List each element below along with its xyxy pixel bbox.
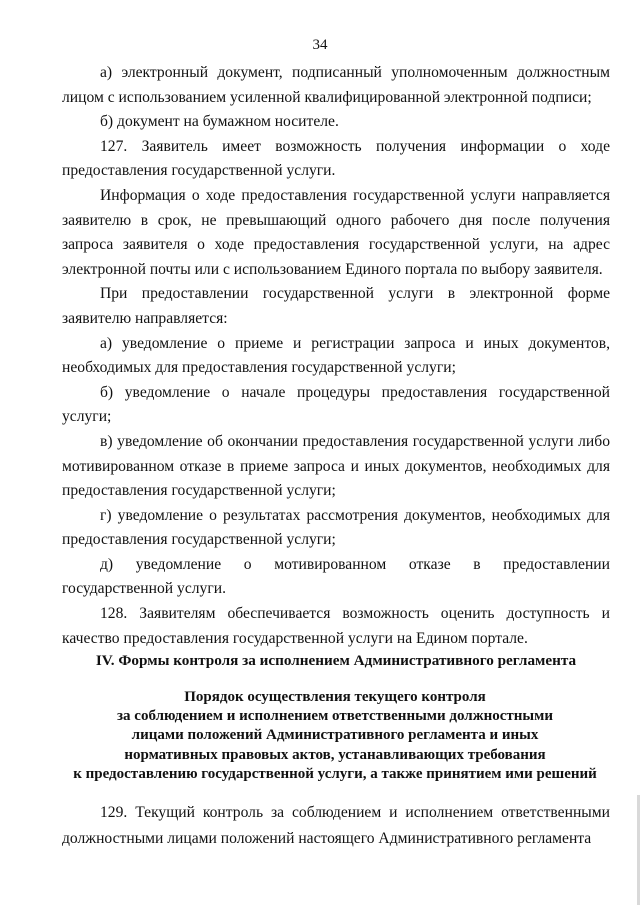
subheading-line: нормативных правовых актов, устанавливающих требования (124, 746, 546, 763)
paragraph-128: 128. Заявителям обеспечивается возможность оценить доступность и качество предоставления государственной услуги на Едином портале. (62, 605, 610, 647)
section-heading: IV. Формы контроля за исполнением Административного регламента (95, 652, 577, 669)
paragraph-127: 127. Заявитель имеет возможность получения информации о ходе предоставления государственной услуги. (62, 137, 610, 180)
paragraph-notice-c: в) уведомление об окончании предоставления государственной услуги либо мотивированном отказе в приеме запроса и иных документов, необходимых для предоставления государственной услуги; (62, 432, 610, 500)
section-subheading (40, 688, 630, 784)
paragraph-notice-e: д) уведомление о мотивированном отказе в предоставлении государственной услуги. (62, 555, 610, 598)
subheading-line: лицами положений Административного регламента и иных (131, 727, 539, 744)
body-text-bottom (62, 800, 610, 852)
subheading-line: Порядок осуществления текущего контроля (184, 689, 486, 705)
page-number: 34 (312, 37, 328, 53)
paragraph-notice-d: г) уведомление о результатах рассмотрения документов, необходимых для предоставления государственной услуги; (62, 506, 610, 549)
paragraph-b-paper-document: б) документ на бумажном носителе. (100, 113, 339, 131)
subheading-line: к предоставлению государственной услуги, а также принятием ими решений (73, 765, 597, 782)
paragraph-notice-b: б) уведомление о начале процедуры предоставления государственной услуги; (62, 383, 610, 426)
body-text (62, 61, 610, 651)
paragraph-notice-a: а) уведомление о приеме и регистрации запроса и иных документов, необходимых для предоставления государственной услуги; (62, 334, 610, 377)
paragraph-electronic-form-intro: При предоставлении государственной услуги в электронной форме заявителю направляется: (62, 285, 610, 327)
paragraph-progress-info: Информация о ходе предоставления государственной услуги направляется заявителю в срок, не превышающий одного рабочего дня после получения запроса заявителя о ходе предоставления государственной услуги, на адрес электронной почты или с использованием Единого портала по выбору заявителя. (62, 186, 610, 278)
paragraph-129: 129. Текущий контроль за соблюдением и исполнением ответственными должностными лицами положений настоящего Административного регламента (62, 804, 610, 847)
paragraph-a-electronic-document: а) электронный документ, подписанный уполномоченным должностным лицом с использованием усиленной квалифицированной электронной подписи; (62, 64, 610, 106)
subheading-line: за соблюдением и исполнением ответственными должностными (117, 708, 553, 725)
